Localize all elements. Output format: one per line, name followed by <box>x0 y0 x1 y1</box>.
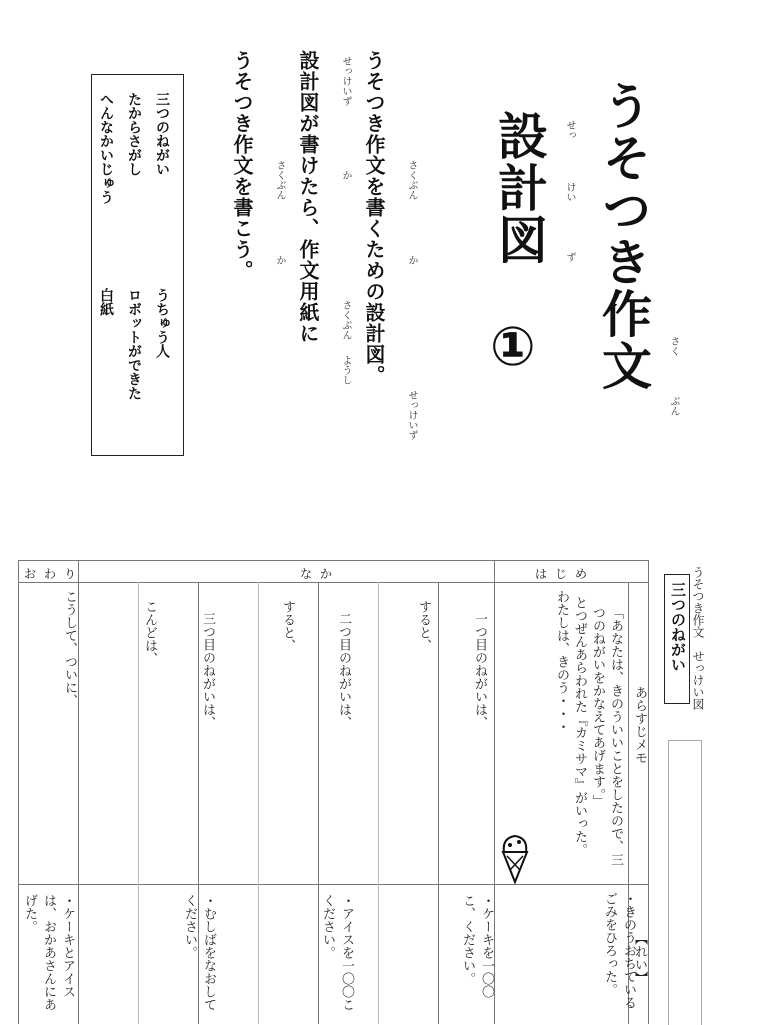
title-ruby: けい <box>564 182 575 202</box>
theme-item: へんなかいじゅう <box>98 92 114 204</box>
header-hajime: はじめ <box>535 567 596 581</box>
side-title: うそつき作文 せっけい図 <box>691 566 705 710</box>
naka1-bottom: ・ケーキを一〇〇こ、ください。 <box>460 894 494 998</box>
lead-ruby: さくぶん <box>406 160 417 200</box>
ice-cream-icon <box>498 830 532 884</box>
title-ruby: ず <box>564 252 575 262</box>
header-owari: おわり <box>24 567 85 581</box>
hajime-text: つのねがいをかなえてあげます。」 <box>590 606 605 808</box>
memo-label: あらすじメモ <box>632 686 647 764</box>
owari-top: こうして、ついに、 <box>62 590 77 707</box>
hajime-bottom: ・きのうおちている ごみをひろった。 <box>602 892 636 1022</box>
naka3-bottom: ・むしばをなおしてください。 <box>182 894 216 1011</box>
lead-line2: 設計図が書けたら、作文用紙に <box>296 50 320 344</box>
theme-item: 三つのねがい <box>154 92 170 176</box>
naka2-mid: すると、 <box>280 600 295 652</box>
lead-ruby: ようし <box>340 355 351 385</box>
lead-ruby: か <box>406 255 417 265</box>
side-theme: 三つのねがい <box>669 582 687 672</box>
header-naka: なか <box>300 567 341 581</box>
lead-ruby: せっけいず <box>340 56 351 106</box>
side-box <box>668 740 702 1025</box>
title-line1: うそつき作文 <box>594 80 652 392</box>
naka3-mid: こんどは、 <box>142 600 157 665</box>
owari-bottom: ・ケーキとアイスは、おかあさんにあげた。 <box>22 894 75 1011</box>
naka1-top: 一つ目のねがいは、 <box>472 612 487 729</box>
hajime-text: わたしは、きのう・・・ <box>554 590 569 733</box>
naka3-top: 三つ目のねがいは、 <box>200 612 215 729</box>
lead-line3: うそつき作文を書こう。 <box>230 50 254 281</box>
hajime-text: とつぜんあらわれた『カミサマ』がいった。 <box>572 596 587 856</box>
theme-item: 白紙 <box>98 288 114 316</box>
lead-ruby: さくぶん <box>274 160 285 200</box>
title-ruby: ぶん <box>668 396 679 416</box>
title-number: ① <box>490 315 536 378</box>
theme-item: ロボットができた <box>126 288 142 400</box>
title-ruby: さく <box>668 336 679 356</box>
lead-ruby: せっけいず <box>406 390 417 440</box>
example-label: 【れい】 <box>632 932 647 984</box>
hajime-text: 「あなたは、きのういいことをしたので、三 <box>608 606 623 866</box>
lead-line1: うそつき作文を書くための設計図。 <box>362 50 386 386</box>
theme-item: うちゅう人 <box>154 288 170 358</box>
theme-item: たからさがし <box>126 92 142 176</box>
naka2-bottom: ・アイスを一〇〇こください。 <box>320 894 354 1011</box>
title-line2: 設計図 <box>490 110 548 266</box>
lead-ruby: か <box>340 170 351 180</box>
naka2-top: 二つ目のねがいは、 <box>336 612 351 729</box>
naka1-mid: すると、 <box>416 600 431 652</box>
lead-ruby: さくぶん <box>340 300 351 340</box>
title-ruby: せっ <box>564 120 575 140</box>
lead-ruby: か <box>274 255 285 265</box>
